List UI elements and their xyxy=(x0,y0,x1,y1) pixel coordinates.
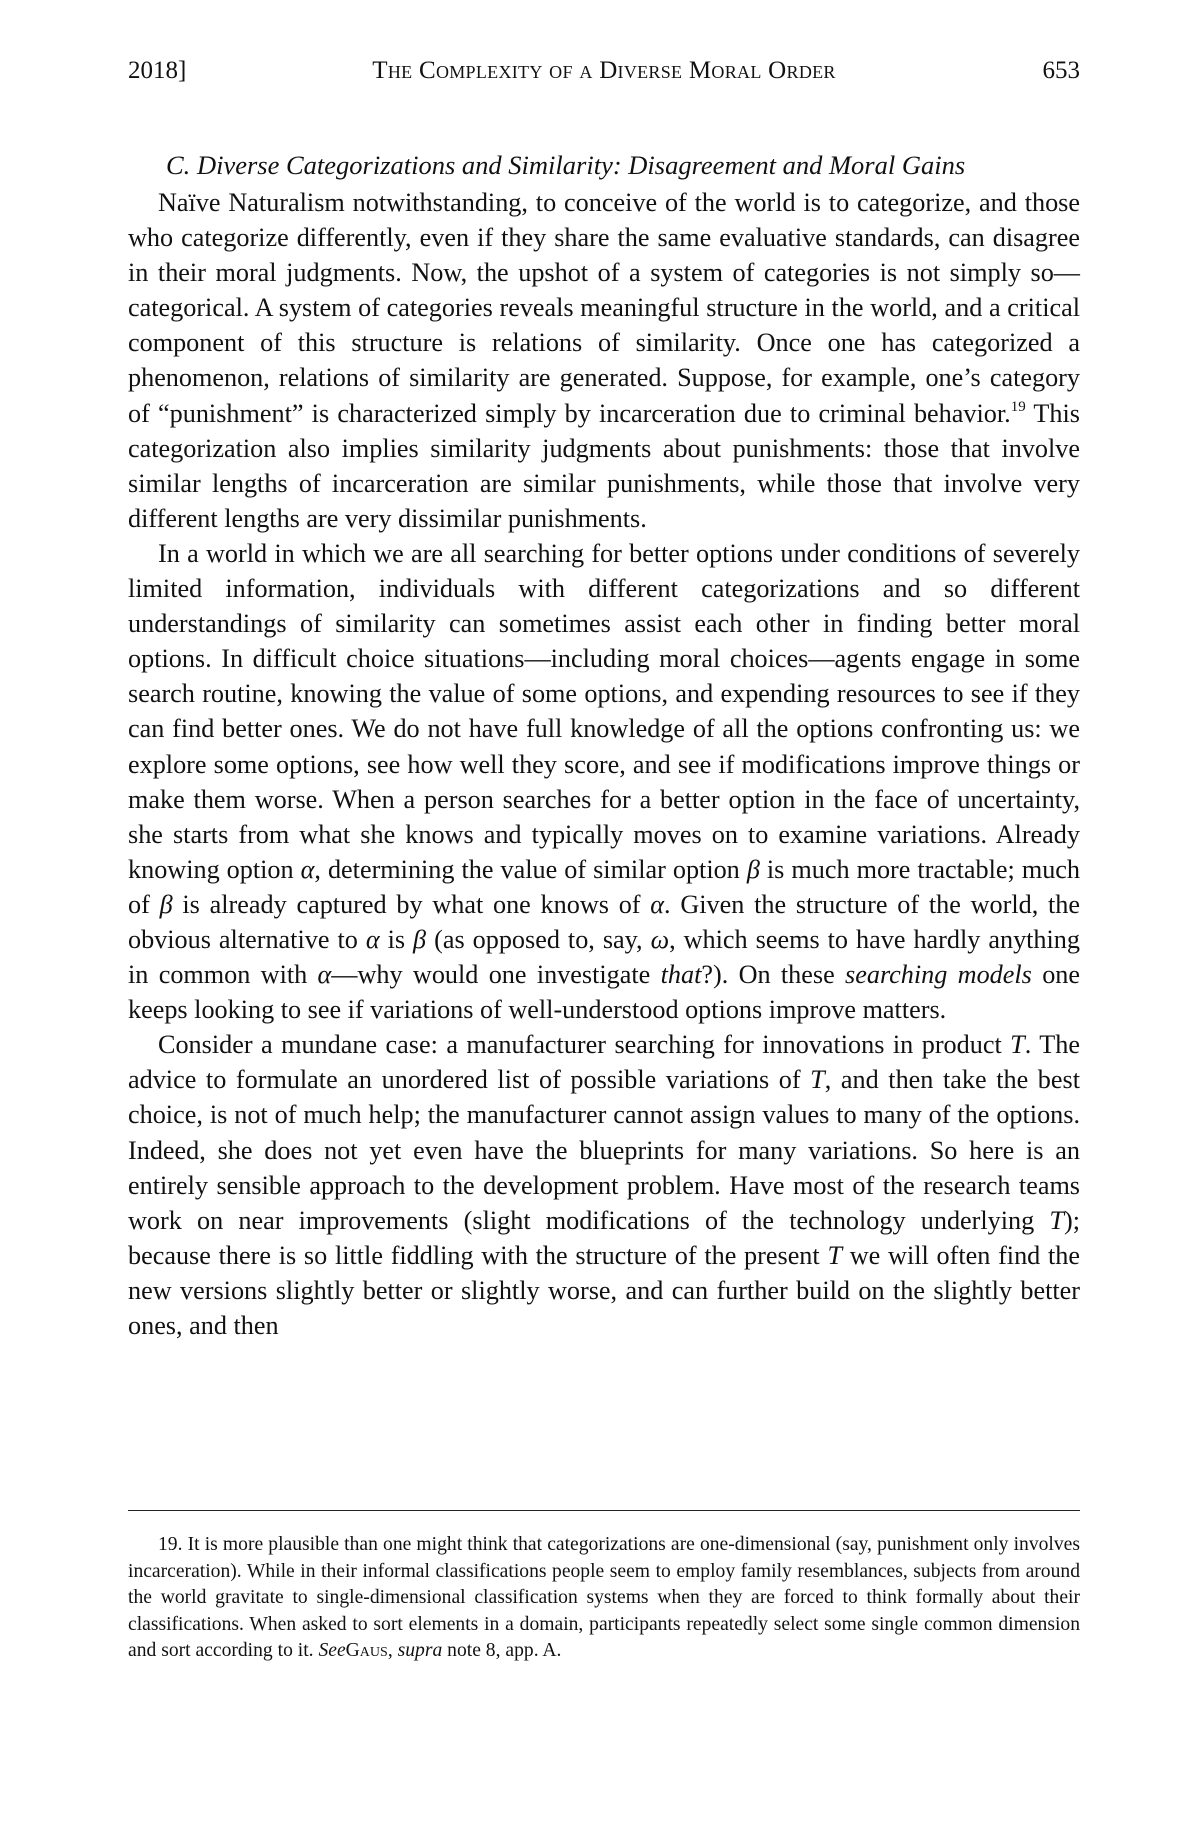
running-head xyxy=(128,54,1080,88)
symbol-alpha: α xyxy=(365,924,380,954)
footnote-supra: supra xyxy=(397,1640,443,1662)
paragraph-2-text: one keeps looking to see if variations of well-understood options improve matters. xyxy=(128,960,1081,1025)
paragraph-2-text: —why would one investigate xyxy=(331,960,661,990)
symbol-alpha: α xyxy=(650,889,665,919)
symbol-alpha: α xyxy=(317,960,332,990)
page-number: 653 xyxy=(1042,57,1080,84)
footnote-text: 19. It is more plausible than one might think that categorizations are one-dimensional (say, punishment only involves incarceration). While in their informal classifications people seem to employ family resemblances, subjects from around the world gravitate to single-dimensional classification systems when they are forced to think formally about their classifications. When asked to sort elements in a domain, participants repeatedly select some single common dimension and sort according to it. xyxy=(128,1534,1080,1662)
paragraph-2-text: . Given the structure of the world, the obvious alternative to xyxy=(128,889,1080,954)
paragraph-2-text: is much more tractable; much of xyxy=(128,854,1081,919)
paragraph-2 xyxy=(128,536,1080,1027)
paragraph-3-text: . The advice to formulate an unordered list of possible variations of xyxy=(128,1030,1080,1095)
body-text xyxy=(128,185,1080,1343)
running-head-title: The Complexity of a Diverse Moral Order xyxy=(372,57,836,84)
paragraph-2-text: is xyxy=(379,924,414,954)
paragraph-1-text-b: This categorization also implies similarity judgments about punishments: those that involve similar lengths of incarceration are similar punishments, while those that involve very different lengths are very dissimilar punishments. xyxy=(128,398,1080,533)
symbol-omega: ω xyxy=(650,924,670,954)
footnote-ref-19[interactable]: 19 xyxy=(1010,398,1026,415)
paragraph-3-text: we will often find the new versions slightly better or slightly worse, and can further build on the slightly better ones, and then xyxy=(128,1240,1081,1340)
paragraph-3-text: ); because there is so little fiddling with the structure of the present xyxy=(128,1205,1080,1270)
section-heading xyxy=(166,148,1080,182)
paragraph-2-text: , determining the value of similar option xyxy=(314,854,747,884)
footnote-separator: , xyxy=(387,1640,398,1662)
paragraph-2-text: In a world in which we are all searching for better options under conditions of severely limited information, individuals with different categorizations and so different understandings of similarity can sometimes assist each other in finding better moral options. In difficult choice situations—including moral choices—agents engage in some search routine, knowing the value of some options, and expending resources to see if they can find better ones. We do not have full knowledge of all the options confronting us: we explore some options, see how well they score, and see if modifications improve things or make them worse. When a person searches for a better option in the face of uncertainty, she starts from what she knows and typically moves on to examine variations. Already knowing option xyxy=(128,538,1080,884)
paragraph-1 xyxy=(128,185,1080,536)
footnote-author: Gaus xyxy=(345,1640,388,1662)
footnote-19 xyxy=(128,1532,1080,1665)
symbol-t: T xyxy=(1010,1030,1025,1060)
footnote-signal-see: See xyxy=(318,1640,346,1662)
footnote-divider xyxy=(128,1510,1080,1511)
paragraph-3-text: Consider a mundane case: a manufacturer searching for innovations in product xyxy=(158,1030,1011,1060)
section-title: Diverse Categorizations and Similarity: Disagreement and Moral Gains xyxy=(196,150,966,180)
paragraph-2-text: (as opposed to, say, xyxy=(426,924,651,954)
running-head-year: 2018] xyxy=(128,57,187,84)
symbol-beta: β xyxy=(746,854,760,884)
paragraph-3-text: , and then take the best choice, is not of much help; the manufacturer cannot assign values to many of the options. Indeed, she does not yet even have the blueprints for many variations. So here is an entirely sensible approach to the development problem. Have most of the research teams work on near improvements (slight modifications of the technology underlying xyxy=(128,1065,1080,1235)
emphasis-searching-models: searching models xyxy=(845,960,1032,990)
paragraph-1-text-a: Naïve Naturalism notwithstanding, to conceive of the world is to categorize, and those who categorize differently, even if they share the same evaluative standards, can disagree in their moral judgments. Now, the upshot of a system of categories is not simply so—categorical. A system of categories reveals meaningful structure in the world, and a critical component of this structure is relations of similarity. Once one has categorized a phenomenon, relations of similarity are generated. Suppose, for example, one’s category of “punishment” is characterized simply by incarceration due to criminal behavior. xyxy=(128,188,1080,428)
paragraph-2-text: ?). On these xyxy=(701,960,846,990)
symbol-t: T xyxy=(827,1240,843,1270)
paragraph-2-text: , which seems to have hardly anything in common with xyxy=(128,924,1080,990)
footnote-citation: note 8, app. A. xyxy=(442,1640,562,1662)
symbol-beta: β xyxy=(413,924,427,954)
symbol-t: T xyxy=(1049,1205,1064,1235)
footnote-paragraph xyxy=(128,1532,1080,1665)
paragraph-3 xyxy=(128,1027,1080,1343)
paragraph-2-text: is already captured by what one knows of xyxy=(172,889,651,919)
section-label: C. xyxy=(166,150,191,180)
symbol-alpha: α xyxy=(300,854,315,884)
emphasis-that: that xyxy=(660,960,702,990)
symbol-beta: β xyxy=(159,889,173,919)
symbol-t: T xyxy=(810,1065,825,1095)
